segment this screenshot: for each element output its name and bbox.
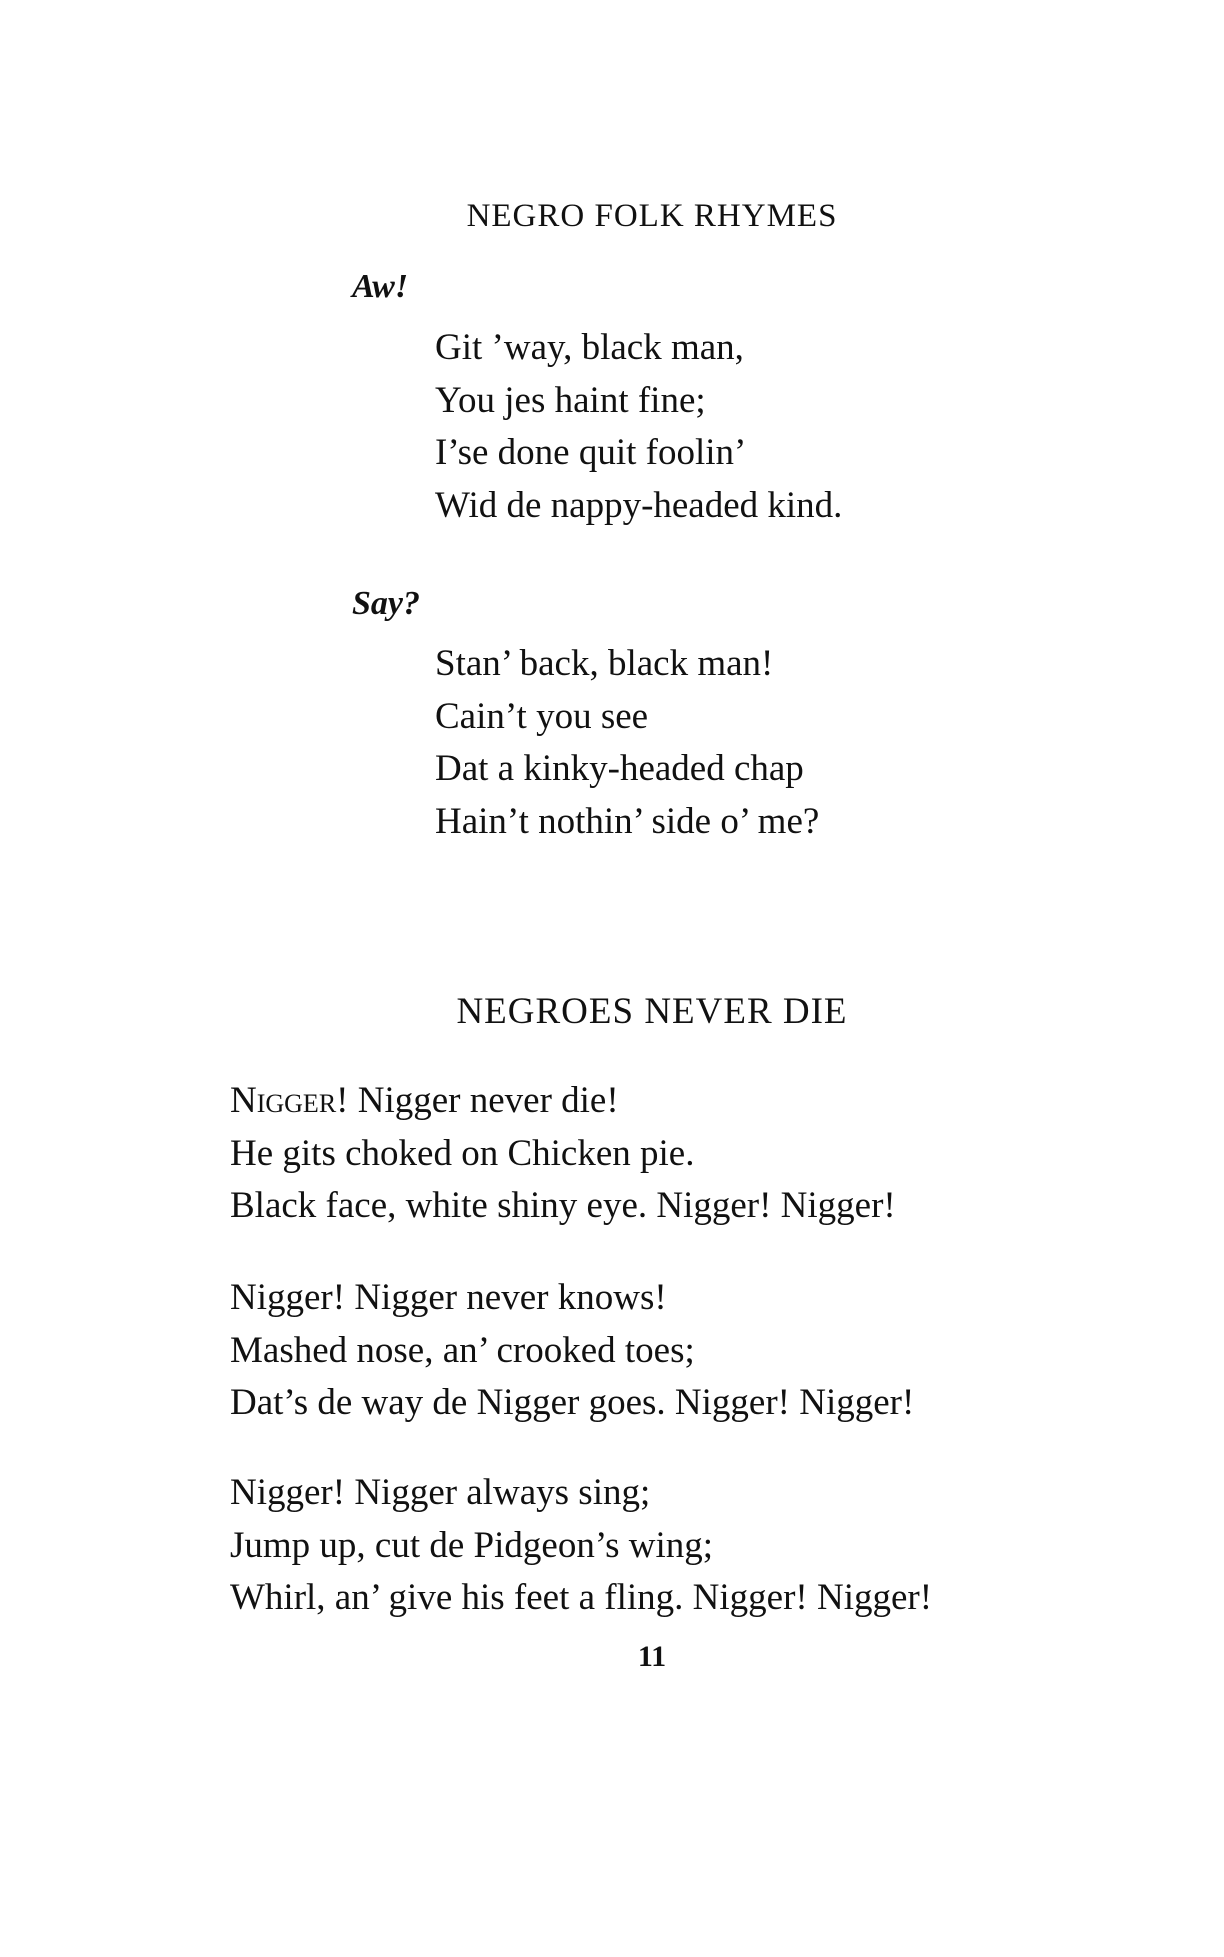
verse-line: Black face, white shiny eye. Nigger! Nigger! — [230, 1185, 896, 1226]
verse-line: Jump up, cut de Pidgeon’s wing; — [230, 1524, 714, 1566]
running-head: NEGRO FOLK RHYMES — [466, 198, 838, 234]
verse-line: Whirl, an’ give his feet a fling. Nigger! Nigger! — [230, 1577, 933, 1618]
cue-say: Say? — [352, 585, 420, 622]
verse-line: Mashed nose, an’ crooked toes; — [230, 1329, 695, 1371]
verse-line: Nigger! Nigger always sing; — [230, 1472, 651, 1513]
stanza-four — [230, 1272, 914, 1430]
stanza-two — [435, 638, 819, 848]
verse-line: Dat’s de way de Nigger goes. Nigger! Nigger! — [230, 1382, 915, 1423]
verse-line: Cain’t you see — [435, 695, 649, 737]
verse-line: Hain’t nothin’ side o’ me? — [435, 800, 820, 842]
stanza-one — [435, 322, 842, 532]
verse-line: He gits choked on Chicken pie. — [230, 1132, 695, 1174]
verse-line: Stan’ back, black man! — [435, 643, 774, 684]
verse-rest: ! Nigger never die! — [336, 1080, 619, 1121]
verse-line: Nigger! Nigger never knows! — [230, 1277, 667, 1318]
verse-line: Git ’way, black man, — [435, 327, 744, 368]
stanza-five — [230, 1467, 932, 1625]
lead-word: Nigger — [230, 1080, 337, 1121]
cue-aw: Aw! — [352, 268, 409, 305]
verse-line — [230, 1075, 896, 1128]
stanza-three — [230, 1075, 896, 1233]
page-number: 11 — [637, 1640, 667, 1673]
poem-title: NEGROES NEVER DIE — [456, 991, 848, 1032]
verse-line: Dat a kinky-headed chap — [435, 748, 804, 789]
verse-line: You jes haint fine; — [435, 379, 706, 421]
verse-line: I’se done quit foolin’ — [435, 432, 747, 473]
verse-line: Wid de nappy-headed kind. — [435, 484, 843, 526]
